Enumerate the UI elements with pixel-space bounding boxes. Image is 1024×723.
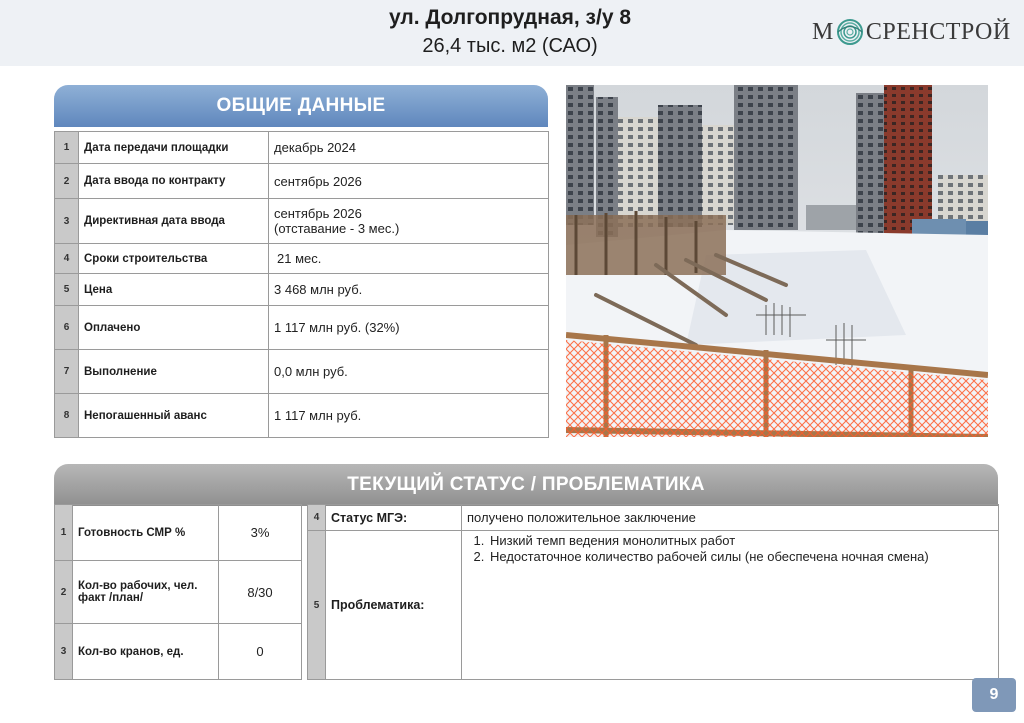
table-row <box>308 505 999 531</box>
row-label: Кол-во рабочих, чел. факт /план/ <box>73 561 219 624</box>
page-number: 9 <box>972 678 1016 712</box>
table-row <box>55 394 549 438</box>
row-label: Статус МГЭ: <box>326 505 462 531</box>
row-label: Готовность СМР % <box>73 505 219 561</box>
table-row <box>55 561 302 624</box>
problems-cell <box>462 531 999 680</box>
table-row <box>55 244 549 274</box>
status-issues-table <box>307 504 999 680</box>
row-number: 4 <box>55 244 79 274</box>
row-value: 1 117 млн руб. <box>269 394 549 438</box>
general-data-heading: ОБЩИЕ ДАННЫЕ <box>54 85 548 127</box>
slide-subtitle: 26,4 тыс. м2 (САО) <box>422 35 598 57</box>
row-value-line: сентябрь 2026 <box>274 206 362 221</box>
slide-header <box>0 0 1024 66</box>
row-value: 0 <box>219 624 302 680</box>
row-label: Кол-во кранов, ед. <box>73 624 219 680</box>
construction-site-photo <box>566 85 988 437</box>
list-item: 1. Низкий темп ведения монолитных работ <box>488 533 998 549</box>
company-logo <box>812 14 1011 50</box>
row-number: 1 <box>55 505 73 561</box>
row-label: Директивная дата ввода <box>79 199 269 244</box>
general-data-table <box>54 131 549 438</box>
row-label: Дата передачи площадки <box>79 132 269 164</box>
slide-title: ул. Долгопрудная, з/у 8 <box>388 6 632 29</box>
problems-list <box>462 533 998 565</box>
logo-prefix: М <box>812 18 834 45</box>
table-row <box>55 350 549 394</box>
row-number: 5 <box>308 531 326 680</box>
mge-status-value: получено положительное заключение <box>462 505 999 531</box>
row-value: 0,0 млн руб. <box>269 350 549 394</box>
row-label: Оплачено <box>79 306 269 350</box>
row-number: 1 <box>55 132 79 164</box>
table-row <box>55 505 302 561</box>
row-label: Сроки строительства <box>79 244 269 274</box>
status-heading: ТЕКУЩИЙ СТАТУС / ПРОБЛЕМАТИКА <box>54 464 998 506</box>
row-number: 8 <box>55 394 79 438</box>
row-value: 3% <box>219 505 302 561</box>
row-label: Цена <box>79 274 269 306</box>
row-label: Проблематика: <box>326 531 462 680</box>
logo-swirl-icon <box>835 17 865 47</box>
table-row <box>55 199 549 244</box>
row-value: 8/30 <box>219 561 302 624</box>
row-number: 4 <box>308 505 326 531</box>
table-row <box>55 164 549 199</box>
row-value: сентябрь 2026 <box>269 164 549 199</box>
logo-suffix: СРЕНСТРОЙ <box>865 18 1011 45</box>
row-value: 3 468 млн руб. <box>269 274 549 306</box>
row-label: Выполнение <box>79 350 269 394</box>
list-item: 2. Недостаточное количество рабочей силы (не обеспечена ночная смена) <box>488 549 998 565</box>
row-value: 21 мес. <box>269 244 549 274</box>
table-row <box>55 274 549 306</box>
row-value: декабрь 2024 <box>269 132 549 164</box>
row-value <box>269 199 549 244</box>
row-number: 2 <box>55 561 73 624</box>
row-label: Дата ввода по контракту <box>79 164 269 199</box>
row-value-note: (отставание - 3 мес.) <box>274 221 400 236</box>
status-metrics-table <box>54 504 302 680</box>
table-row <box>55 306 549 350</box>
row-number: 5 <box>55 274 79 306</box>
row-number: 7 <box>55 350 79 394</box>
row-number: 2 <box>55 164 79 199</box>
row-number: 3 <box>55 624 73 680</box>
construction-site-illustration <box>566 85 988 437</box>
table-row <box>55 132 549 164</box>
row-value: 1 117 млн руб. (32%) <box>269 306 549 350</box>
row-label: Непогашенный аванс <box>79 394 269 438</box>
row-number: 6 <box>55 306 79 350</box>
table-row <box>55 624 302 680</box>
table-row <box>308 531 999 680</box>
row-number: 3 <box>55 199 79 244</box>
